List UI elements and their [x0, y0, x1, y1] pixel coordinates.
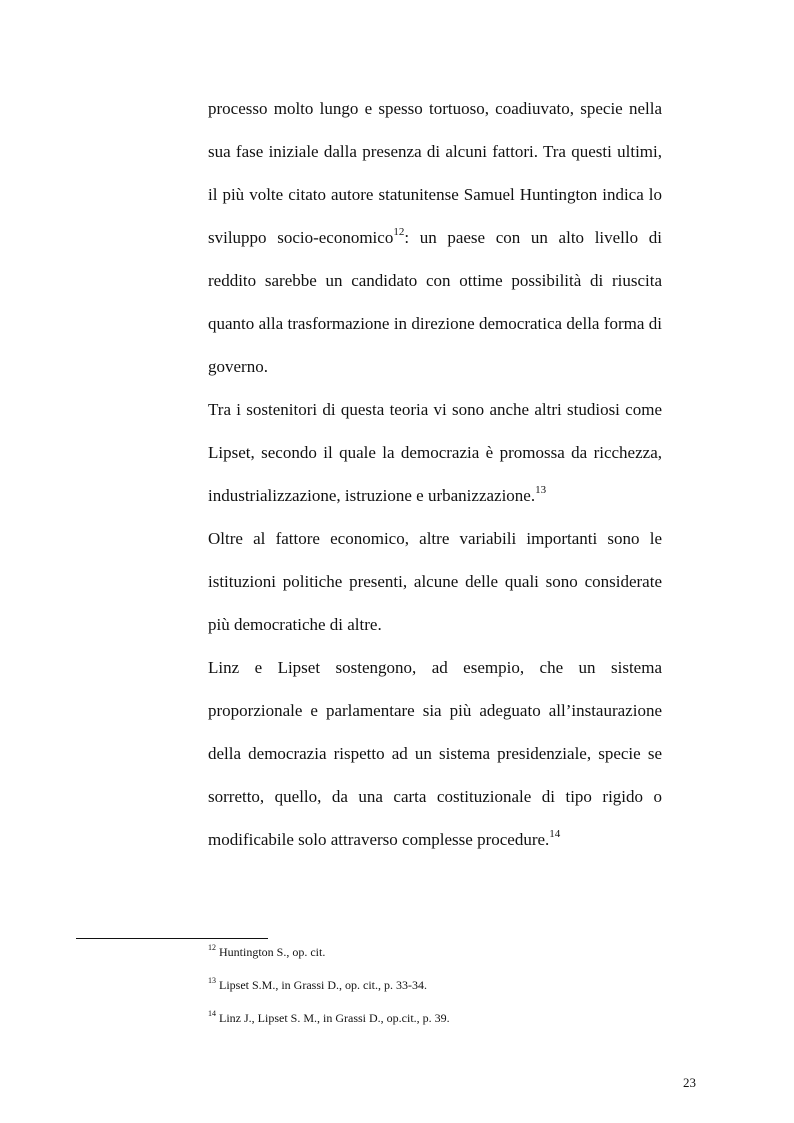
body-text	[208, 87, 662, 861]
paragraph-text: Oltre al fattore economico, altre variabili importanti sono le istituzioni politiche presenti, alcune delle quali sono considerate più democratiche di altre.	[208, 529, 662, 634]
footnote-number: 12	[208, 943, 216, 952]
paragraph-text: : un paese con un alto livello di reddito sarebbe un candidato con ottime possibilità di riuscita quanto alla trasformazione in direzione democratica della forma di governo.	[208, 228, 662, 376]
footnote-number: 14	[208, 1009, 216, 1018]
paragraph	[208, 388, 662, 517]
paragraph	[208, 87, 662, 388]
footnotes	[208, 944, 688, 1043]
page-number: 23	[683, 1075, 696, 1090]
footnote-text: Huntington S., op. cit.	[219, 945, 326, 959]
paragraph	[208, 646, 662, 861]
paragraph	[208, 517, 662, 646]
footnote	[208, 944, 688, 960]
paragraph-text: processo molto lungo e spesso tortuoso, coadiuvato, specie nella sua fase iniziale dalla presenza di alcuni fattori. Tra questi ultimi, il più volte citato autore statunitense Samuel Huntington indica lo sviluppo socio-economico	[208, 99, 662, 247]
footnote-text: Linz J., Lipset S. M., in Grassi D., op.cit., p. 39.	[219, 1011, 450, 1025]
footnote	[208, 977, 688, 993]
footnote-number: 13	[208, 976, 216, 985]
footnote-separator	[76, 938, 268, 939]
footnote	[208, 1010, 688, 1026]
paragraph-text: Tra i sostenitori di questa teoria vi sono anche altri studiosi come Lipset, secondo il quale la democrazia è promossa da ricchezza, industrializzazione, istruzione e urbanizzazione.	[208, 400, 662, 505]
footnote-text: Lipset S.M., in Grassi D., op. cit., p. 33-34.	[219, 978, 427, 992]
footnote-ref[interactable]: 12	[393, 226, 405, 239]
footnote-ref[interactable]: 13	[535, 484, 547, 497]
footnote-ref[interactable]: 14	[549, 828, 561, 841]
paragraph-text: Linz e Lipset sostengono, ad esempio, che un sistema proporzionale e parlamentare sia più adeguato all’instaurazione della democrazia rispetto ad un sistema presidenziale, specie se sorretto, quello, da una carta costituzionale di tipo rigido o modificabile solo attraverso complesse procedure.	[208, 658, 662, 849]
